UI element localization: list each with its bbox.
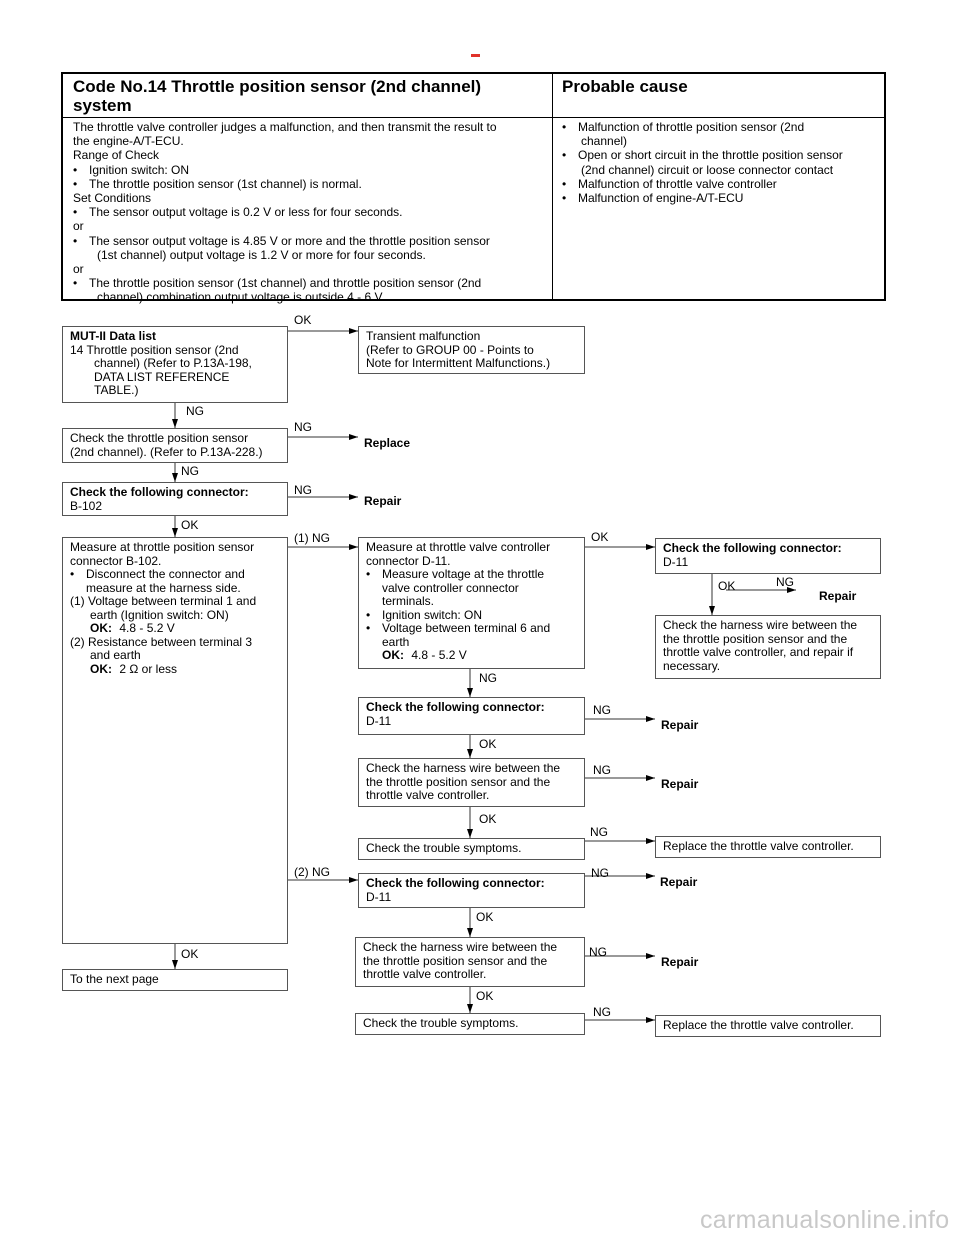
label-ng: NG (294, 420, 312, 434)
bullet: • (366, 607, 371, 622)
label-ng: NG (589, 945, 607, 959)
measure-tvc-box: Measure at throttle valve controller connector D-11. • Measure voltage at the throttle valve controller connector terminals. • Ignition switch: ON • Voltage between terminal 6 and earth OK: 4.8 - 5.2 V (358, 537, 585, 669)
trouble-symptoms-box: Check the trouble symptoms. (358, 838, 585, 860)
check-d11-box: Check the following connector: D-11 (358, 697, 585, 735)
mut-data-list-box: MUT-II Data list 14 Throttle position sensor (2nd channel) (Refer to P.13A-198, DATA LIST REFERENCE TABLE.) (62, 326, 288, 403)
replace-tvc-second-box: Replace the throttle valve controller. (655, 1015, 881, 1037)
label-ok: OK (294, 313, 312, 327)
label-ng: NG (776, 575, 794, 589)
label-ng: NG (590, 825, 608, 839)
measure-tps-box: Measure at throttle position sensor connector B-102. • Disconnect the connector and measure at the harness side. (1) Voltage between terminal 1 and earth (Ignition switch: ON) OK: 4.8 - 5.2 V (2) Resistance between terminal 3 and earth OK: 2 Ω or less (62, 537, 288, 944)
check-tps-box: Check the throttle position sensor (2nd channel). (Refer to P.13A-228.) (62, 428, 288, 463)
bullet: • (73, 233, 78, 248)
probable-cause-title: Probable cause (562, 77, 688, 96)
label-ng: NG (181, 464, 199, 478)
label-ng-2: (2) NG (294, 865, 330, 879)
repair-label: Repair (661, 777, 699, 791)
check-b102-box: Check the following connector: B-102 (62, 482, 288, 516)
repair-label: Repair (661, 955, 699, 969)
label-ok: OK (476, 910, 494, 924)
label-ok: OK (181, 947, 199, 961)
label-ok: OK (479, 812, 497, 826)
bullet: • (562, 148, 567, 163)
label-ok: OK (479, 737, 497, 751)
repair-label: Repair (660, 875, 698, 889)
label-ng: NG (593, 763, 611, 777)
replace-tvc-box: Replace the throttle valve controller. (655, 836, 881, 858)
label-ng: NG (294, 483, 312, 497)
bullet: • (562, 176, 567, 191)
label-ng-1: (1) NG (294, 531, 330, 545)
description-text: The throttle valve controller judges a malfunction, and then transmit the result to the engine-A/T-ECU. Range of Check • Ignition switch: ON • The throttle position sensor (1st channel) is normal. Set Conditions • The sensor output voltage is 0.2 V or less for four seconds. or • The sensor output voltage is 4.85 V or more and the throttle position sensor (1st channel) output voltage is 1.2 V or more for four seconds. or • The throttle position sensor (1st channel) and throttle position sensor (2nd channel) combination output voltage is outside 4 - 6 V. (73, 120, 497, 305)
replace-label: Replace (364, 436, 411, 450)
bullet: • (73, 276, 78, 291)
bullet: • (73, 205, 78, 220)
probable-causes-list: • Malfunction of throttle position sensor (2nd channel) • Open or short circuit in the throttle position sensor (2nd channel) circuit or loose connector contact • Malfunction of throttle valve controller • Malfunction of engine-A/T-ECU (562, 120, 843, 206)
label-ng: NG (593, 703, 611, 717)
check-d11-second-box: Check the following connector: D-11 (358, 873, 585, 908)
label-ng: NG (186, 404, 204, 418)
bullet: • (70, 567, 75, 581)
label-ok: OK (181, 518, 199, 532)
harness-repair-box: Check the harness wire between the the throttle position sensor and the throttle valve controller, and repair if necessary. (655, 615, 881, 679)
harness-check-box: Check the harness wire between the the throttle position sensor and the throttle valve controller. (358, 758, 585, 807)
next-page-box: To the next page (62, 969, 288, 991)
label-ok: OK (718, 579, 736, 593)
label-ok: OK (591, 530, 609, 544)
label-ng: NG (593, 1005, 611, 1019)
bullet: • (73, 162, 78, 177)
repair-label: Repair (364, 494, 402, 508)
watermark: carmanualsonline.info (700, 1206, 950, 1234)
label-ng: NG (479, 671, 497, 685)
check-d11-right-box: Check the following connector: D-11 (655, 538, 881, 574)
bullet: • (562, 120, 567, 134)
bullet: • (366, 567, 371, 581)
repair-label: Repair (661, 718, 699, 732)
harness-check-second-box: Check the harness wire between the the throttle position sensor and the throttle valve controller. (355, 937, 585, 987)
trouble-symptoms-second-box: Check the trouble symptoms. (355, 1013, 585, 1035)
code-title: Code No.14 Throttle position sensor (2nd channel) system (73, 77, 482, 115)
label-ng: NG (591, 866, 609, 880)
bullet: • (562, 191, 567, 206)
transient-malfunction-box: Transient malfunction (Refer to GROUP 00 - Points to Note for Intermittent Malfunctions.) (358, 326, 585, 374)
repair-label: Repair (819, 589, 857, 603)
bullet: • (366, 621, 371, 635)
label-ok: OK (476, 989, 494, 1003)
bullet: • (73, 176, 78, 191)
